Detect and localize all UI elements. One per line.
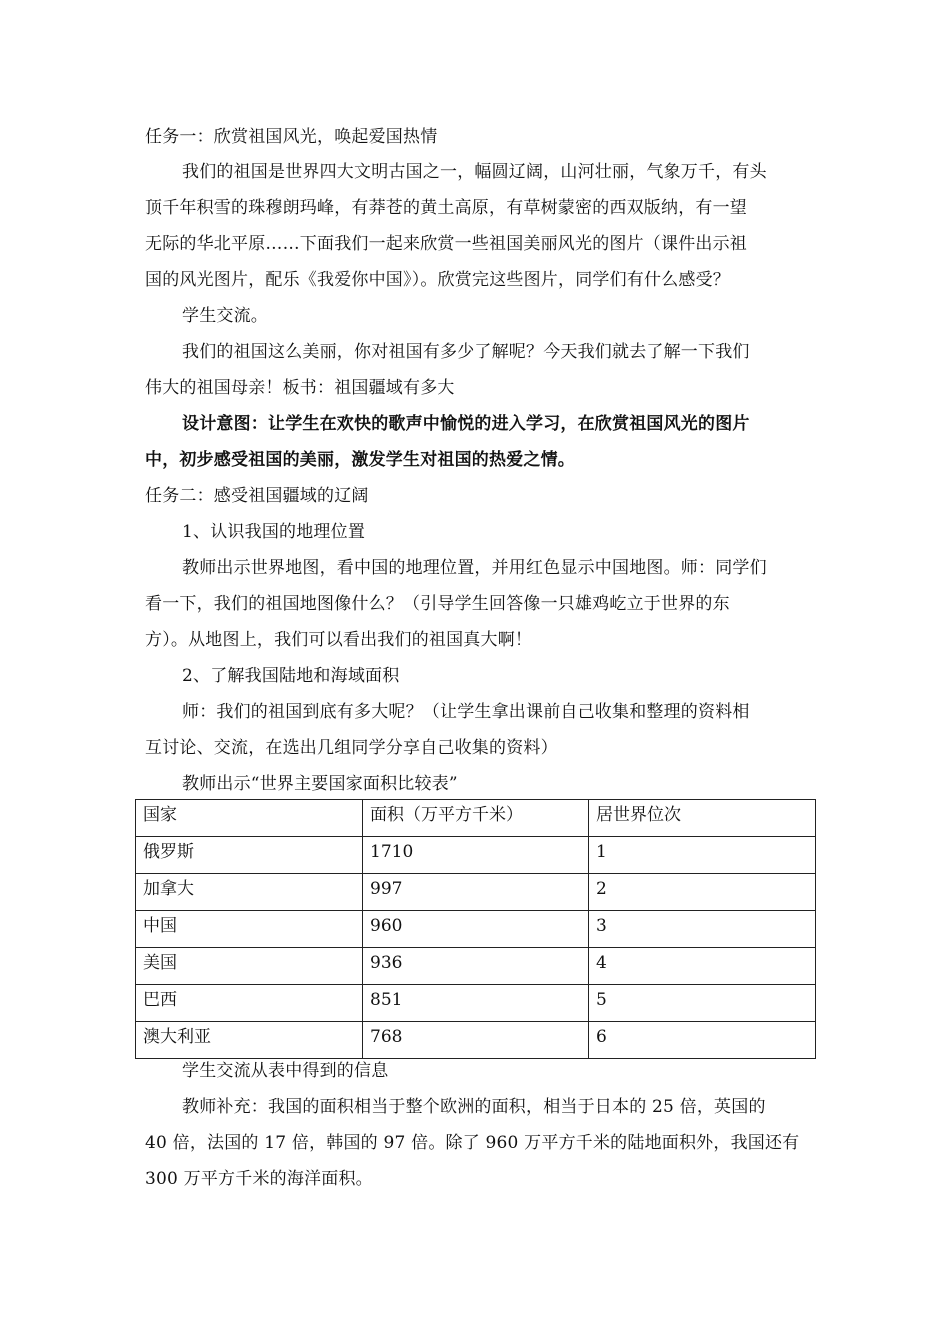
table-intro: 教师出示“世界主要国家面积比较表” (182, 774, 458, 794)
task1-para3-line1: 我们的祖国这么美丽，你对祖国有多少了解呢？今天我们就去了解一下我们 (182, 342, 750, 362)
task2-heading: 任务二：感受祖国疆域的辽阔 (145, 486, 369, 506)
task2-sub1: 1、认识我国的地理位置 (182, 522, 366, 542)
cell-country: 美国 (136, 948, 363, 985)
cell-area: 960 (363, 911, 589, 948)
table-row (136, 985, 816, 1022)
cell-area: 1710 (363, 837, 589, 874)
task1-para1-line3: 无际的华北平原……下面我们一起来欣赏一些祖国美丽风光的图片（课件出示祖 (145, 234, 747, 254)
task1-para1-line1: 我们的祖国是世界四大文明古国之一，幅圆辽阔，山河壮丽，气象万千，有头 (182, 162, 767, 182)
cell-rank: 3 (589, 911, 816, 948)
task2-para1-line2: 看一下，我们的祖国地图像什么？（引导学生回答像一只雄鸡屹立于世界的东 (145, 594, 730, 614)
table-row (136, 837, 816, 874)
table-row (136, 1022, 816, 1059)
task2-para1-line3: 方）。从地图上，我们可以看出我们的祖国真大啊！ (145, 630, 533, 650)
cell-area: 851 (363, 985, 589, 1022)
cell-country: 澳大利亚 (136, 1022, 363, 1059)
cell-rank: 1 (589, 837, 816, 874)
supplement-line1: 教师补充：我国的面积相当于整个欧洲的面积，相当于日本的 25 倍，英国的 (182, 1097, 766, 1117)
after-table-text: 学生交流从表中得到的信息 (182, 1061, 389, 1081)
task1-para3-line2: 伟大的祖国母亲！板书：祖国疆域有多大 (145, 378, 455, 398)
supplement-line2: 40 倍，法国的 17 倍，韩国的 97 倍。除了 960 万平方千米的陆地面积外，我国还有 (145, 1133, 800, 1153)
task2-para2-line2: 互讨论、交流，在选出几组同学分享自己收集的资料） (145, 738, 558, 758)
table-row (136, 911, 816, 948)
table-row (136, 874, 816, 911)
table-row (136, 948, 816, 985)
design-intent-line1: 设计意图：让学生在欢快的歌声中愉悦的进入学习，在欣赏祖国风光的图片 (182, 414, 750, 434)
task1-para2: 学生交流。 (182, 306, 268, 326)
cell-rank: 2 (589, 874, 816, 911)
cell-country: 加拿大 (136, 874, 363, 911)
cell-rank: 5 (589, 985, 816, 1022)
cell-country: 巴西 (136, 985, 363, 1022)
cell-area: 936 (363, 948, 589, 985)
table-header-row (136, 800, 816, 837)
task1-para1-line4: 国的风光图片，配乐《我爱你中国》）。欣赏完这些图片，同学们有什么感受？ (145, 270, 730, 290)
supplement-line3: 300 万平方千米的海洋面积。 (145, 1169, 373, 1189)
task2-para2-line1: 师：我们的祖国到底有多大呢？（让学生拿出课前自己收集和整理的资料相 (182, 702, 750, 722)
cell-area: 997 (363, 874, 589, 911)
header-country: 国家 (136, 800, 363, 837)
cell-area: 768 (363, 1022, 589, 1059)
header-area: 面积（万平方千米） (363, 800, 589, 837)
task1-para1-line2: 顶千年积雪的珠穆朗玛峰，有莽苍的黄土高原，有草树蒙密的西双版纳，有一望 (145, 198, 747, 218)
cell-rank: 4 (589, 948, 816, 985)
header-rank: 居世界位次 (589, 800, 816, 837)
cell-country: 俄罗斯 (136, 837, 363, 874)
area-comparison-table (135, 799, 816, 1059)
task1-heading: 任务一：欣赏祖国风光，唤起爱国热情 (145, 127, 438, 147)
task2-para1-line1: 教师出示世界地图，看中国的地理位置，并用红色显示中国地图。师：同学们 (182, 558, 767, 578)
design-intent-line2: 中，初步感受祖国的美丽，激发学生对祖国的热爱之情。 (145, 450, 575, 470)
cell-country: 中国 (136, 911, 363, 948)
cell-rank: 6 (589, 1022, 816, 1059)
task2-sub2: 2、了解我国陆地和海域面积 (182, 666, 400, 686)
